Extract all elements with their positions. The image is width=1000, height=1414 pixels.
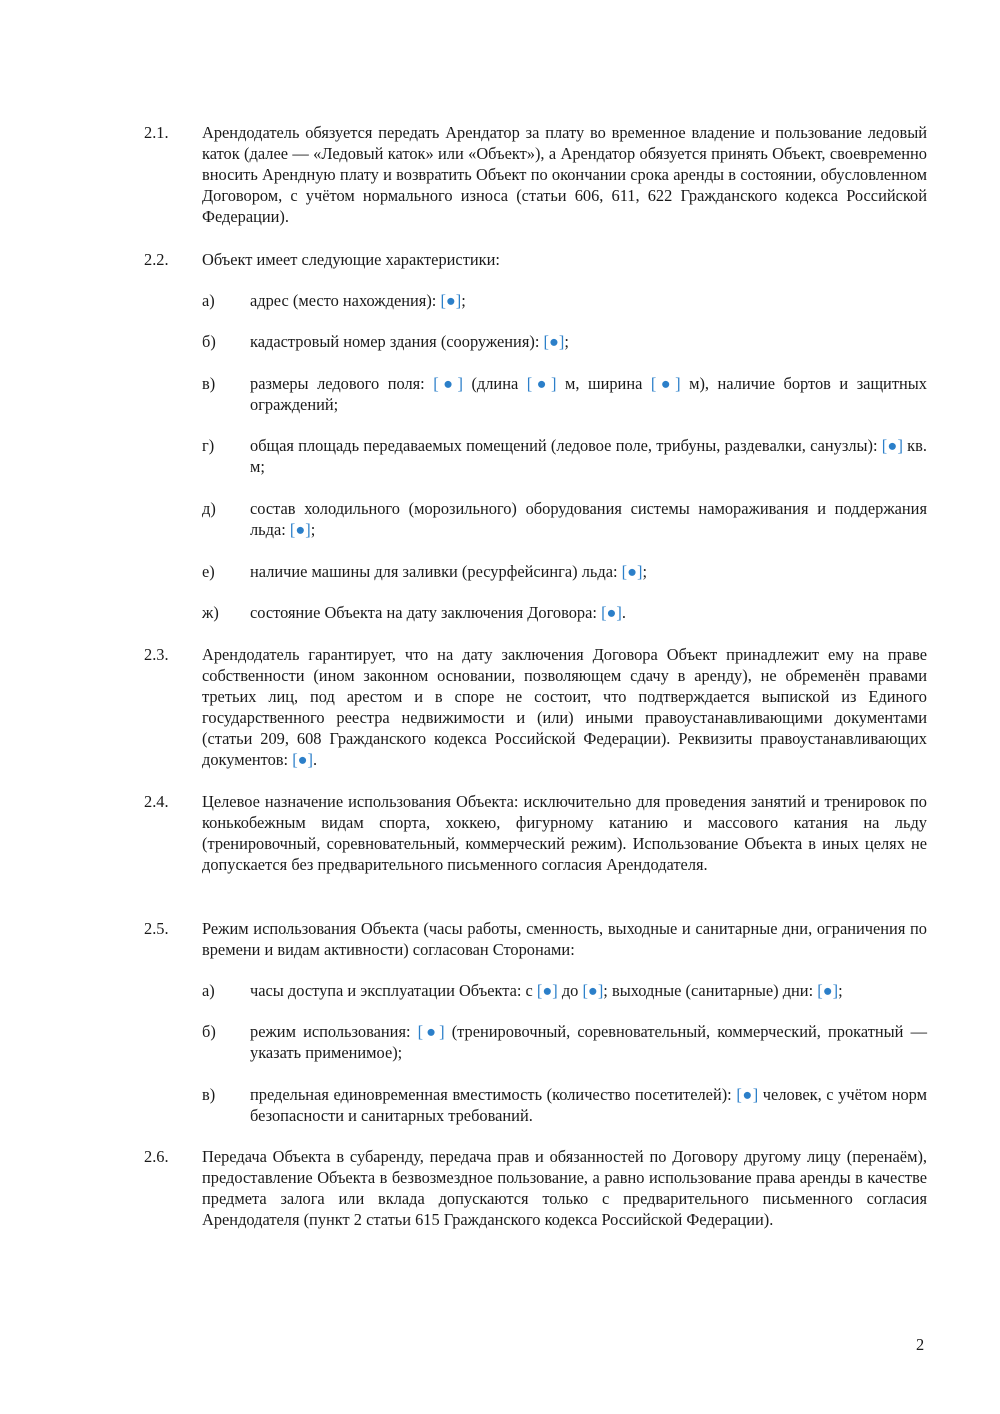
clause-text: Целевое назначение использования Объекта: исключительно для проведения занятий и тренировок по конькобежным видам спорта, хоккею, фигурному катанию и массового катания на льду (тренировочный, соревновательный, коммерческий режим). Использование Объекта в иных целях не допускается без предварительного письменного согласия Арендодателя. [202,792,927,874]
placeholder-marker: [●] [536,981,558,1000]
item-text: часы доступа и эксплуатации Объекта: с [●] до [●]; выходные (санитарные) дни: [●]; [250,981,843,1000]
item-text: размеры ледового поля: [●] (длина [●] м, ширина [●] м), наличие бортов и защитных ограждений; [250,374,927,414]
item-label: а) [202,981,215,1000]
item-label: в) [202,1085,216,1104]
clause-number: 2.3. [144,645,169,664]
item-label: е) [202,562,215,581]
placeholder-marker: [●] [736,1085,759,1104]
item-label: б) [202,1022,216,1041]
placeholder-marker: [●] [881,436,903,455]
clause-text: Режим использования Объекта (часы работы, сменность, выходные и санитарные дни, ограничения по времени и видам активности) согласован Сторонами: [202,919,927,959]
placeholder-marker: [●] [543,332,565,351]
item-text: состав холодильного (морозильного) оборудования системы намораживания и поддержания льда: [●]; [250,499,927,539]
placeholder-marker: [●] [817,981,839,1000]
item-label: в) [202,374,216,393]
item-label: а) [202,291,215,310]
clause-text: Передача Объекта в субаренду, передача прав и обязанностей по Договору другому лицу (перенаём), предоставление Объекта в безвозмездное пользование, а равно использование права аренды в качестве предмета залога или вклада допускаются только с предварительного письменного согласия Арендодателя (пункт 2 статьи 615 Гражданского кодекса Российской Федерации). [202,1147,927,1229]
placeholder-marker: [●] [650,374,681,393]
placeholder-marker: [●] [433,374,463,393]
item-text: кадастровый номер здания (сооружения): [●]; [250,332,569,351]
item-text: адрес (место нахождения): [●]; [250,291,466,310]
placeholder-marker: [●] [582,981,604,1000]
item-text: режим использования: [●] (тренировочный, соревновательный, коммерческий, прокатный — указать применимое); [250,1022,927,1062]
item-label: ж) [202,603,219,622]
clause-number: 2.5. [144,919,169,938]
placeholder-marker: [●] [289,520,311,539]
clause-text: Арендодатель обязуется передать Арендатор за плату во временное владение и пользование ледовый каток (далее — «Ледовый каток» или «Объект»), а Арендатор обязуется принять Объект, своевременно вносить Арендную плату и возвратить Объект по окончании срока аренды в состоянии, обусловленном Договором, с учётом нормального износа (статьи 606, 611, 622 Гражданского кодекса Российской Федерации). [202,123,927,226]
clause-number: 2.1. [144,123,169,142]
placeholder-marker: [●] [292,750,314,769]
item-label: д) [202,499,216,518]
item-text: общая площадь передаваемых помещений (ледовое поле, трибуны, раздевалки, санузлы): [●] кв. м; [250,436,927,476]
clause-number: 2.2. [144,250,169,269]
clause-text: Арендодатель гарантирует, что на дату заключения Договора Объект принадлежит ему на праве собственности (ином законном основании, позволяющем сдачу в аренду), не обременён правами третьих лиц, под арестом и в споре не состоит, что подтверждается выпиской из Единого государственного реестра недвижимости и (или) иными правоустанавливающими документами (статьи 209, 608 Гражданского кодекса Российской Федерации). Реквизиты правоустанавливающих документов: [●]. [202,645,927,769]
clause-number: 2.6. [144,1147,169,1166]
placeholder-marker: [●] [526,374,557,393]
clause-text: Объект имеет следующие характеристики: [202,250,500,269]
item-label: г) [202,436,215,455]
placeholder-marker: [●] [440,291,462,310]
item-text: наличие машины для заливки (ресурфейсинга) льда: [●]; [250,562,648,581]
item-text: предельная единовременная вместимость (количество посетителей): [●] человек, с учётом норм безопасности и санитарных требований. [250,1085,927,1125]
clause-number: 2.4. [144,792,169,811]
item-label: б) [202,332,216,351]
placeholder-marker: [●] [621,562,643,581]
page-number: 2 [916,1335,925,1354]
placeholder-marker: [●] [601,603,622,622]
placeholder-marker: [●] [417,1022,445,1041]
item-text: состояние Объекта на дату заключения Договора: [●]. [250,603,626,622]
